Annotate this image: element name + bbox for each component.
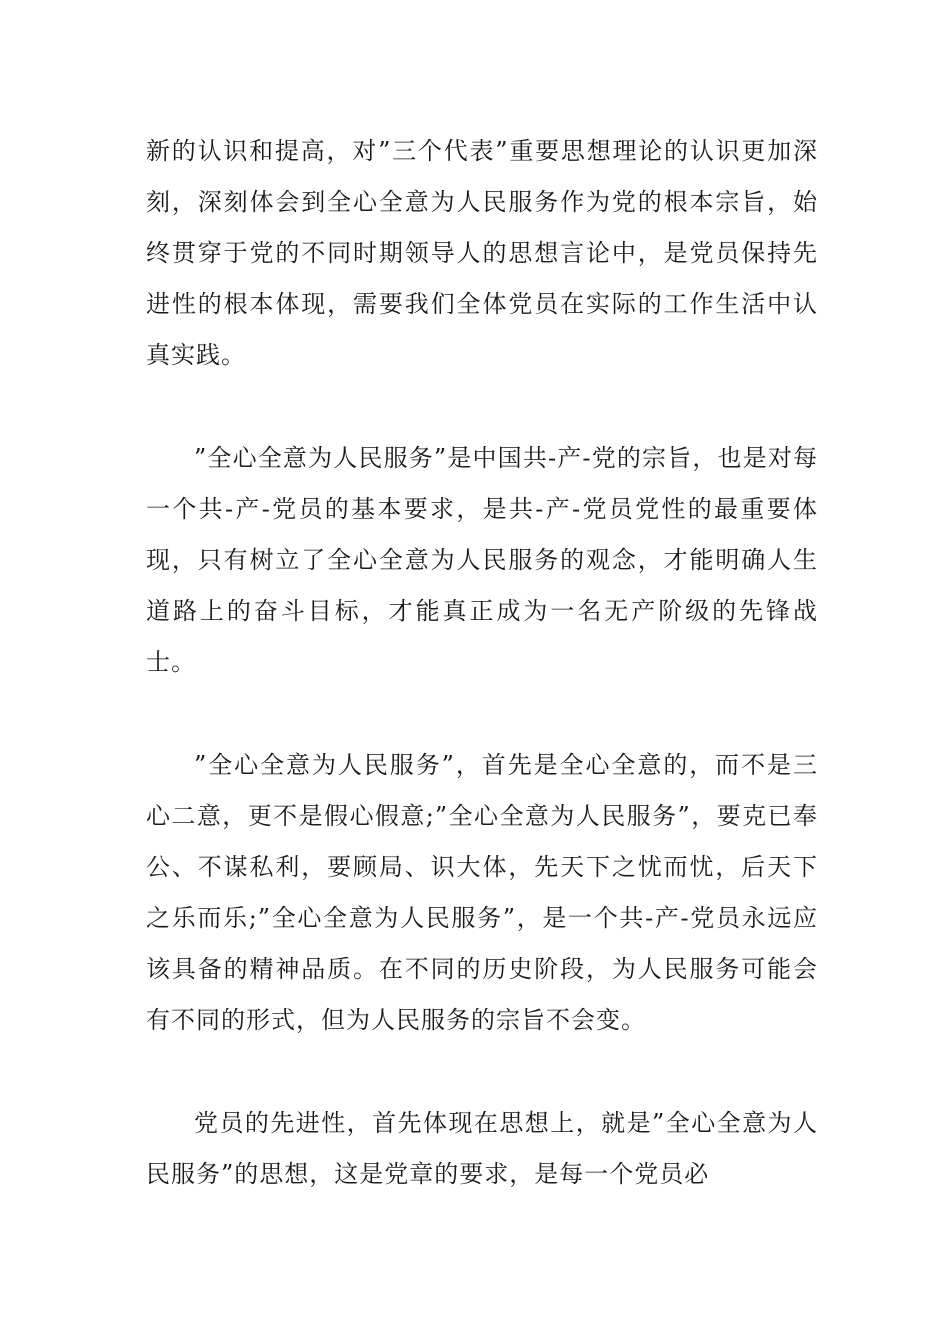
paragraph-2: ”全心全意为人民服务”是中国共-产-党的宗旨，也是对每一个共-产-党员的基本要求，是共-产-党员党性的最重要体现，只有树立了全心全意为人民服务的观念，才能明确人生道路上的奋斗目标，才能真正成为一名无产阶级的先锋战士。 [146, 444, 818, 676]
paragraph-1: 新的认识和提高，对”三个代表”重要思想理论的认识更加深刻，深刻体会到全心全意为人民服务作为党的根本宗旨，始终贯穿于党的不同时期领导人的思想言论中，是党员保持先进性的根本体现，需要我们全体党员在实际的工作生活中认真实践。 [146, 137, 818, 369]
paragraph-4: 党员的先进性，首先体现在思想上，就是”全心全意为人民服务”的思想，这是党章的要求，是每一个党员必 [146, 1109, 818, 1188]
document-body [146, 126, 818, 1252]
paragraph-3: ”全心全意为人民服务”，首先是全心全意的，而不是三心二意，更不是假心假意;”全心全意为人民服务”，要克已奉公、不谋私利，要顾局、识大体，先天下之忧而忧，后天下之乐而乐;”全心全意为人民服务”，是一个共-产-党员永远应该具备的精神品质。在不同的历史阶段，为人民服务可能会有不同的形式，但为人民服务的宗旨不会变。 [146, 751, 818, 1034]
